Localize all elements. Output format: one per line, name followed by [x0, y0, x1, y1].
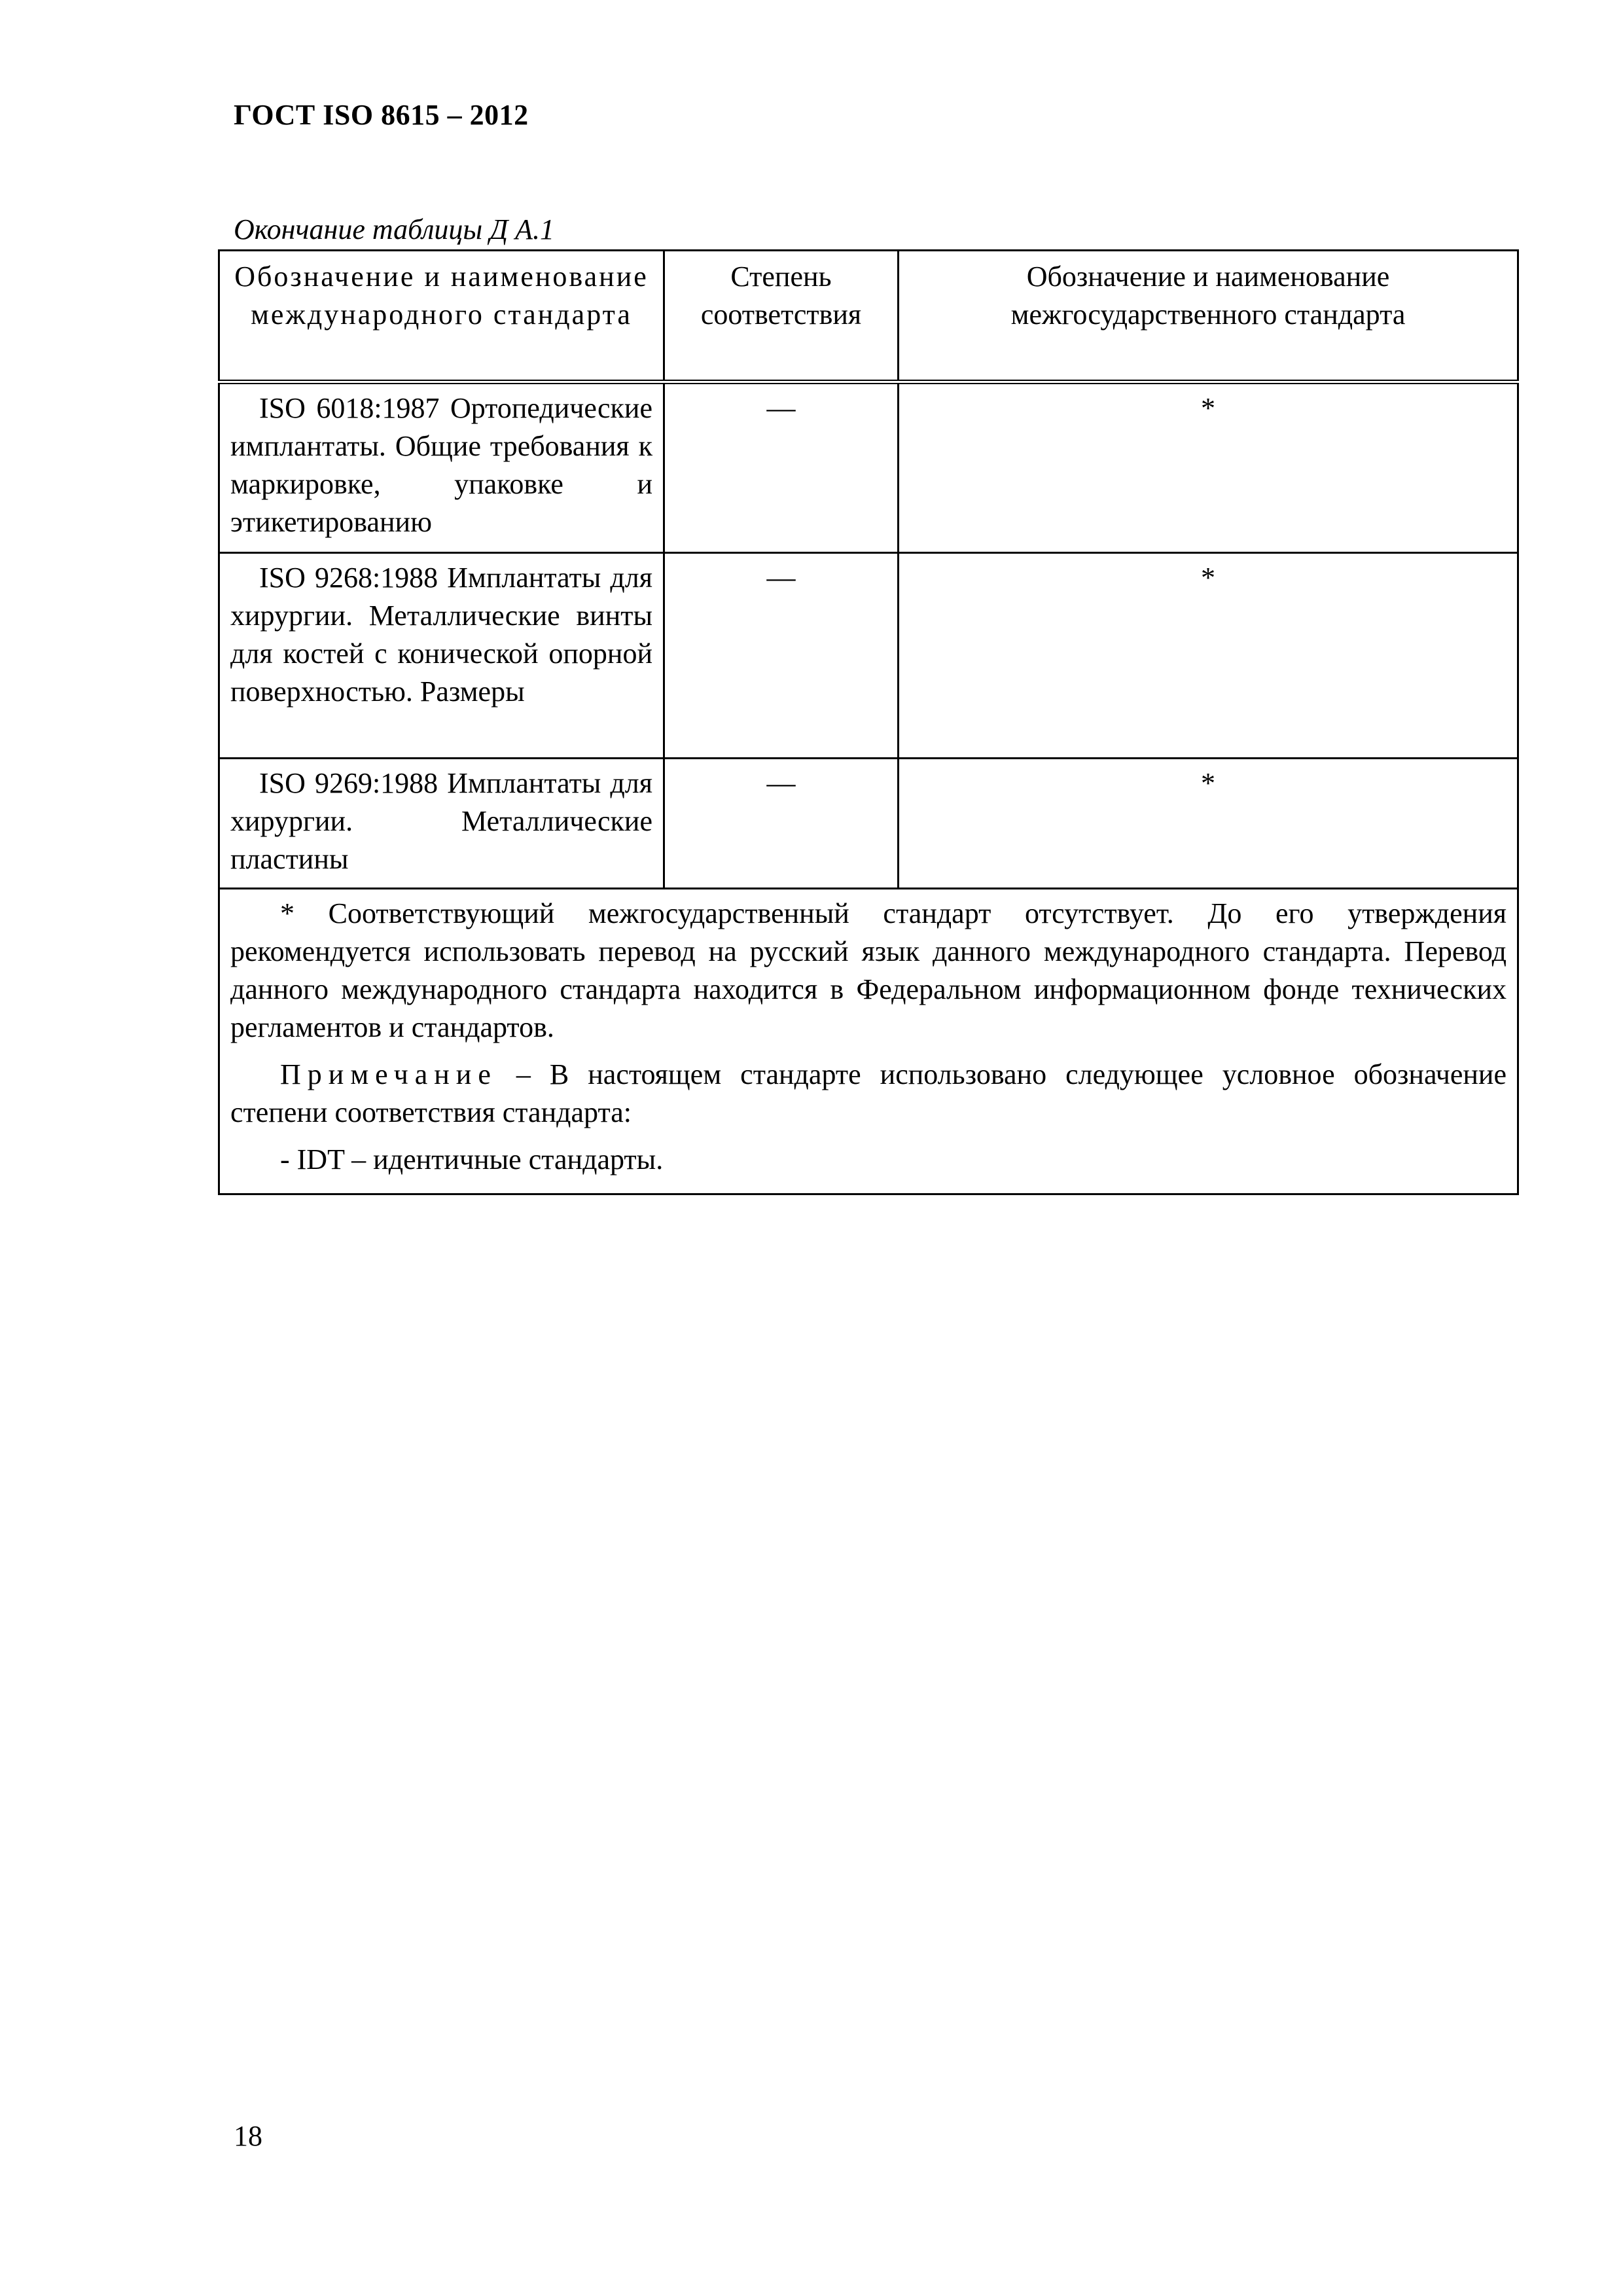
- document-header: ГОСТ ISO 8615 – 2012: [234, 99, 529, 131]
- interstate-standard-cell: *: [899, 382, 1518, 553]
- column-header-degree: Степень соответствия: [664, 251, 899, 382]
- table-header-row: [219, 251, 1518, 382]
- standards-correspondence-table: [218, 249, 1519, 1195]
- page-number: 18: [234, 2120, 262, 2152]
- interstate-standard-cell: *: [899, 759, 1518, 889]
- table-notes-row: [219, 889, 1518, 1194]
- table-row: [219, 759, 1518, 889]
- interstate-standard-cell: *: [899, 553, 1518, 759]
- column-header-interstate-standard: Обозначение и наименование межгосударственного стандарта: [899, 251, 1518, 382]
- table-notes-cell: [219, 889, 1518, 1194]
- note-paragraph: [230, 1056, 1507, 1132]
- degree-cell: —: [664, 553, 899, 759]
- international-standard-cell: ISO 9269:1988 Имплантаты для хирургии. Металлические пластины: [219, 759, 664, 889]
- table-row: [219, 553, 1518, 759]
- column-header-international-standard: Обозначение и наименование международного стандарта: [219, 251, 664, 382]
- international-standard-cell: ISO 9268:1988 Имплантаты для хирургии. Металлические винты для костей с конической опорной поверхностью. Размеры: [219, 553, 664, 759]
- table-caption: Окончание таблицы Д А.1: [234, 213, 555, 245]
- note-label: Примечание: [280, 1058, 497, 1090]
- degree-cell: —: [664, 759, 899, 889]
- note-text: – В настоящем стандарте использовано следующее условное обозначение степени соответствия стандарта:: [230, 1058, 1507, 1128]
- note-item: - IDT – идентичные стандарты.: [280, 1143, 664, 1175]
- international-standard-cell: ISO 6018:1987 Ортопедические имплантаты. Общие требования к маркировке, упаковке и этикетированию: [219, 382, 664, 553]
- degree-cell: —: [664, 382, 899, 553]
- table-row: [219, 382, 1518, 553]
- footnote: * Соответствующий межгосударственный стандарт отсутствует. До его утверждения рекомендуется использовать перевод на русский язык данного международного стандарта. Перевод данного международного стандарта находится в Федеральном информационном фонде технических регламентов и стандартов.: [230, 897, 1507, 1043]
